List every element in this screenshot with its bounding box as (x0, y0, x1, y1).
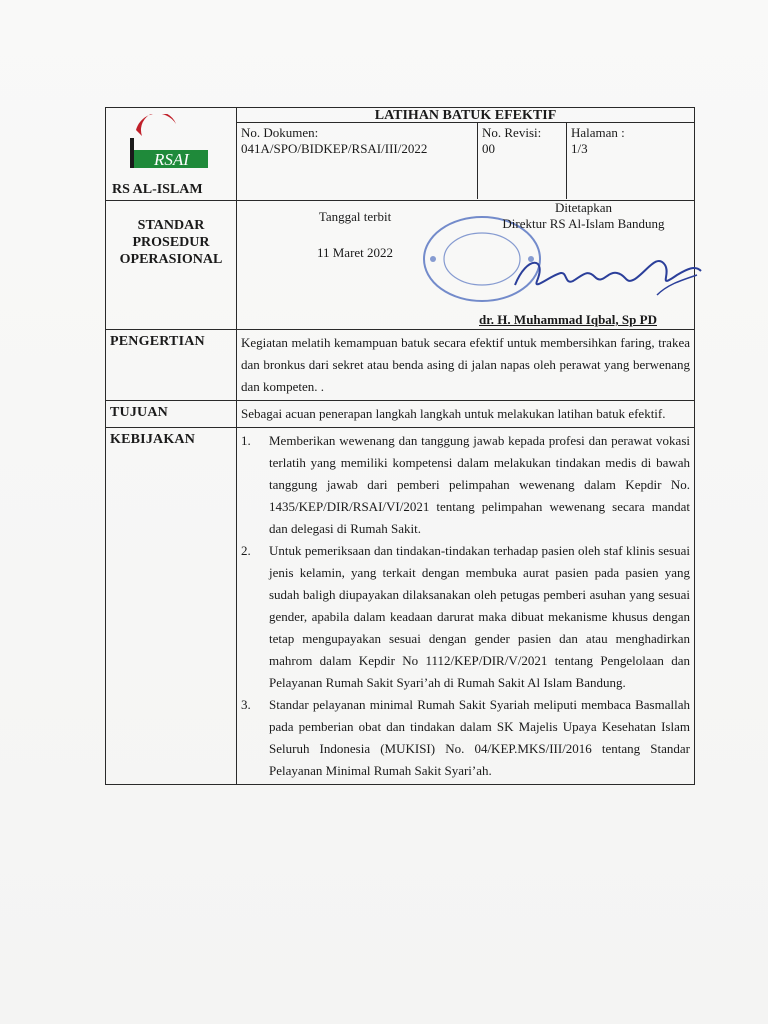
doc-number-value: 041A/SPO/BIDKEP/RSAI/III/2022 (241, 141, 428, 156)
spo-title-cell (106, 201, 237, 330)
list-item (241, 430, 690, 540)
doc-number-label: No. Dokumen: (241, 125, 319, 140)
revision-value: 00 (482, 141, 495, 156)
hospital-name: RS AL-ISLAM (112, 182, 203, 197)
list-item-number: 1. (241, 433, 251, 448)
director-signature (507, 245, 707, 301)
spo-title: STANDAR PROSEDUR OPERASIONAL (119, 218, 223, 267)
logo-cell (106, 108, 237, 201)
document-title: LATIHAN BATUK EFEKTIF (237, 108, 694, 123)
list-item-text: Memberikan wewenang dan tanggung jawab kepada profesi dan perawat vokasi terlatih yang memiliki kompetensi dalam melakukan tindakan medis di bawah tanggung jawab dari pemberi pelimpahan wewenang dalam Kepdir No. 1435/KEP/DIR/RSAI/VI/2021 tentang pelimpahan wewenang secara mandat dan delegasi di Rumah Sakit. (269, 433, 690, 536)
kebijakan-label: KEBIJAKAN (106, 428, 237, 785)
header-info-cell (237, 108, 695, 201)
list-item-text: Untuk pemeriksaan dan tindakan-tindakan terhadap pasien oleh staf klinis sesuai jenis kelamin, yang terkait dengan membuka aurat pasien pada pasien yang sudah baligh diupayakan dilaksanakan oleh petugas pemberi asuhan yang sesuai gender, apabila dalam keadaan darurat maka dibuat mekanisme khusus dengan tetap mengupayakan sesuai dengan gender pasien dan atau menghadirkan mahrom dalam Kepdir No 1112/KEP/DIR/V/2021 tentang Pengelolaan dan Pelayanan Rumah Sakit Syari’ah di Rumah Sakit Al Islam Bandung. (269, 543, 690, 690)
kebijakan-list-cell (237, 428, 695, 785)
kebijakan-list (241, 430, 690, 782)
page-value: 1/3 (571, 141, 588, 156)
crescent-icon (136, 114, 176, 136)
issued-label: Tanggal terbit (318, 209, 392, 224)
list-item-number: 3. (241, 697, 251, 712)
established-label: Ditetapkan (554, 200, 613, 215)
doc-number-block (237, 123, 478, 199)
list-item (241, 694, 690, 782)
list-item-number: 2. (241, 543, 251, 558)
revision-label: No. Revisi: (482, 125, 542, 140)
issue-cell (237, 201, 695, 330)
tujuan-text: Sebagai acuan penerapan langkah langkah untuk melakukan latihan batuk efektif. (237, 401, 695, 428)
pengertian-text: Kegiatan melatih kemampuan batuk secara efektif untuk membersihkan faring, trakea dan bronkus dari sekret atau benda asing di jalan napas oleh perawat yang berwenang dan kompeten. . (237, 330, 695, 401)
pengertian-label: PENGERTIAN (106, 330, 237, 401)
issued-date: 11 Maret 2022 (316, 245, 394, 260)
page-label: Halaman : (571, 125, 625, 140)
page-block (567, 123, 694, 199)
tujuan-label: TUJUAN (106, 401, 237, 428)
rsai-logo (128, 114, 208, 170)
list-item-text: Standar pelayanan minimal Rumah Sakit Syariah meliputi membaca Basmallah pada pemberian obat dan tindakan dalam SK Majelis Upaya Kesehatan Islam Seluruh Indonesia (MUKISI) No. 04/KEP.MKS/III/2016 tentang Standar Pelayanan Minimal Rumah Sakit Syari’ah. (269, 697, 690, 778)
director-name: dr. H. Muhammad Iqbal, Sp PD (479, 312, 657, 327)
logo-text: RSAI (154, 150, 189, 169)
revision-block (478, 123, 567, 199)
spo-table (105, 107, 695, 785)
director-title: Direktur RS Al-Islam Bandung (502, 216, 665, 231)
list-item (241, 540, 690, 694)
